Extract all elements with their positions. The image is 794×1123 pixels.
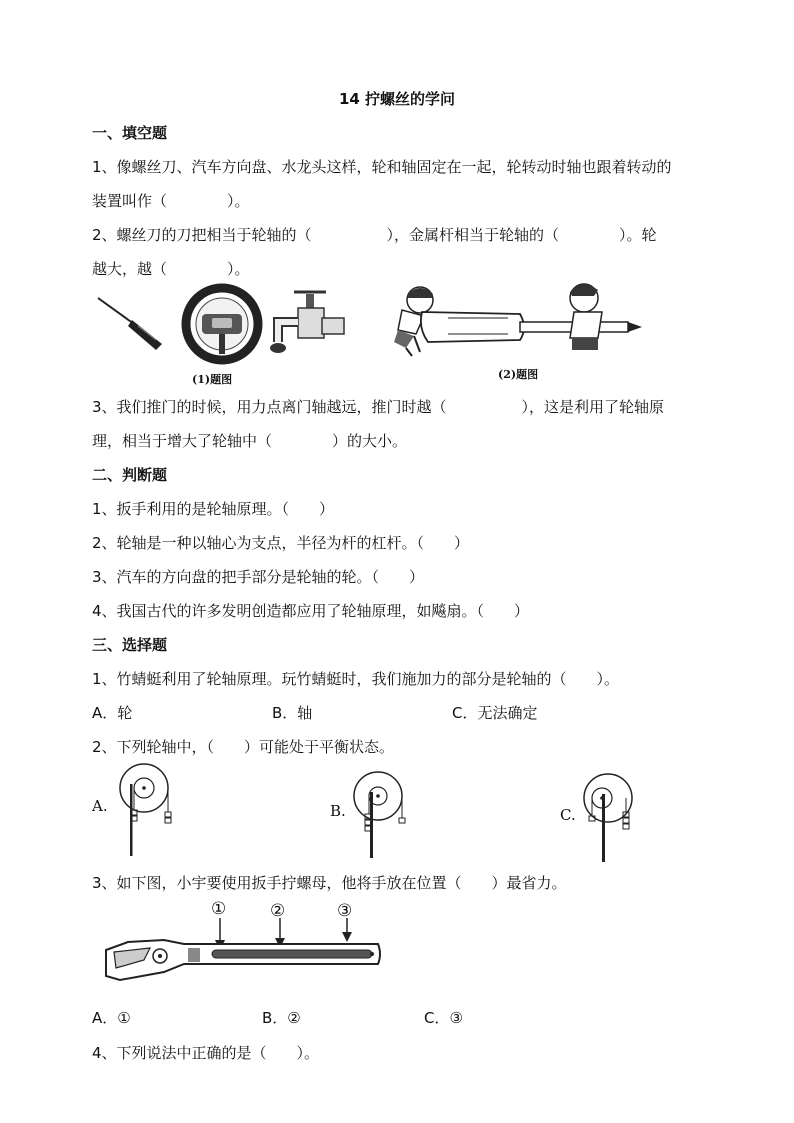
fill-q1-line1: 1、像螺丝刀、汽车方向盘、水龙头这样，轮和轴固定在一起，轮转动时轴也跟着转动的 xyxy=(92,158,672,176)
choice-q2: 2、下列轮轴中，（ ）可能处于平衡状态。 xyxy=(92,738,395,756)
section-fill-heading: 一、填空题 xyxy=(92,124,168,142)
faucet-icon xyxy=(270,292,344,353)
wheel-axle-b xyxy=(350,770,420,862)
section-judge-heading: 二、判断题 xyxy=(92,466,168,484)
choice-q4: 4、下列说法中正确的是（ ）。 xyxy=(92,1044,320,1062)
page-title: 14 拧螺丝的学问 xyxy=(338,90,456,108)
section-choice-heading: 三、选择题 xyxy=(92,636,168,654)
fill-q2-line2: 越大，越（ ）。 xyxy=(92,260,250,278)
choice-q3-option-c: C．③ xyxy=(424,1009,463,1027)
figure-1-caption: (1)题图 xyxy=(192,373,233,386)
figure-1-tools xyxy=(94,288,344,366)
wrench-marker-1: ① xyxy=(211,899,227,919)
choice-q2-label-b: B. xyxy=(330,802,346,820)
wheel-axle-a xyxy=(116,762,186,862)
wheel-axle-c xyxy=(580,772,650,864)
fill-q3-line1: 3、我们推门的时候，用力点离门轴越远，推门时越（ ），这是利用了轮轴原 xyxy=(92,398,665,416)
wrench-icon xyxy=(106,940,380,980)
figure-2-kids-screwdriver xyxy=(388,282,648,362)
choice-q2-label-c: C. xyxy=(560,806,576,824)
wrench-marker-3: ③ xyxy=(337,901,353,921)
judge-q3: 3、汽车的方向盘的把手部分是轮轴的轮。（ ） xyxy=(92,568,425,586)
choice-q1-option-a: A．轮 xyxy=(92,704,133,722)
fill-q1-line2: 装置叫作（ ）。 xyxy=(92,192,250,210)
wrench-marker-2: ② xyxy=(270,901,286,921)
choice-q3: 3、如下图，小宇要使用扳手拧螺母，他将手放在位置（ ）最省力。 xyxy=(92,874,567,892)
choice-q1-option-c: C．无法确定 xyxy=(452,704,538,722)
figure-2-caption: (2)题图 xyxy=(498,368,539,381)
giant-screwdriver-icon xyxy=(421,312,642,342)
choice-q1-option-b: B．轴 xyxy=(272,704,313,722)
judge-q4: 4、我国古代的许多发明创造都应用了轮轴原理，如飚扇。（ ） xyxy=(92,602,530,620)
judge-q2: 2、轮轴是一种以轴心为支点，半径为杆的杠杆。（ ） xyxy=(92,534,470,552)
steering-wheel-icon xyxy=(186,288,258,360)
choice-q1: 1、竹蜻蜓利用了轮轴原理。玩竹蜻蜓时，我们施加力的部分是轮轴的（ ）。 xyxy=(92,670,620,688)
screwdriver-icon xyxy=(98,298,162,350)
fill-q3-line2: 理，相当于增大了轮轴中（ ）的大小。 xyxy=(92,432,408,450)
judge-q1: 1、扳手利用的是轮轴原理。（ ） xyxy=(92,500,335,518)
wrench-figure xyxy=(104,918,384,984)
choice-q3-option-b: B．② xyxy=(262,1009,301,1027)
choice-q3-option-a: A．① xyxy=(92,1009,131,1027)
fill-q2-line1: 2、螺丝刀的刀把相当于轮轴的（ ），金属杆相当于轮轴的（ ）。轮 xyxy=(92,226,657,244)
choice-q2-label-a: A. xyxy=(92,797,108,815)
kid-right-icon xyxy=(570,284,602,350)
